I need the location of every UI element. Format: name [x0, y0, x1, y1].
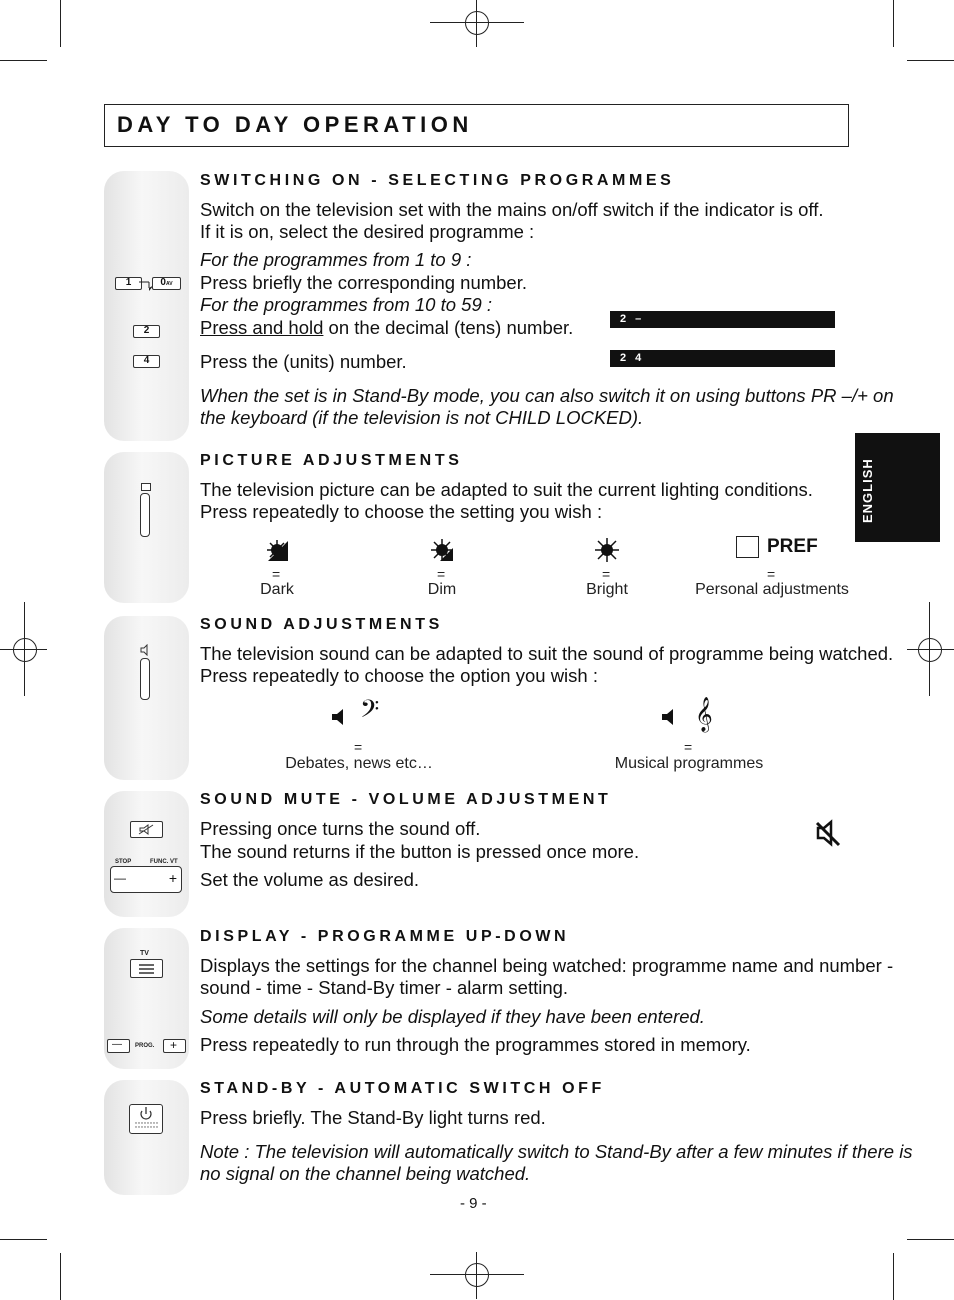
prog-minus-button: [107, 1039, 130, 1053]
speaker-icon: [331, 708, 349, 726]
option-label: Dark: [260, 581, 294, 598]
registration-line: [430, 1274, 524, 1275]
prog-plus-button: [163, 1039, 186, 1053]
sound-button: [140, 658, 150, 700]
stop-label: STOP: [115, 859, 132, 865]
volume-minus: —: [114, 871, 126, 885]
func-vt-label: FUNC. VT: [150, 859, 178, 865]
sound-icon: [139, 644, 149, 656]
text-line: The television sound can be adapted to suit the sound of programme being watched.: [200, 643, 894, 664]
option-label: Debates, news etc…: [285, 755, 433, 772]
registration-mark: [465, 1263, 489, 1287]
key-2: 2: [133, 325, 160, 338]
registration-mark: [13, 638, 37, 662]
registration-line: [476, 1252, 477, 1299]
prog-label: PROG.: [135, 1043, 155, 1049]
pref-label: PREF: [767, 536, 818, 557]
section-title: SWITCHING ON - SELECTING PROGRAMMES: [200, 172, 675, 189]
page-title: DAY TO DAY OPERATION: [117, 112, 473, 137]
bright-icon: [593, 536, 621, 564]
prog-plus-label: +: [170, 1038, 178, 1052]
remote-illustration: [104, 171, 189, 441]
registration-mark: [918, 638, 942, 662]
text-line: For the programmes from 10 to 59 :: [200, 294, 493, 315]
press-and-hold-text: Press and hold: [200, 317, 324, 338]
mute-key-icon: [131, 822, 162, 837]
section-title: PICTURE ADJUSTMENTS: [200, 452, 463, 469]
equals-sign: =: [684, 739, 693, 755]
key-av-label: AV: [165, 281, 173, 287]
crop-mark: [907, 60, 954, 61]
text-line: Displays the settings for the channel being watched: programme name and number -: [200, 955, 894, 976]
mute-icon: [815, 819, 841, 847]
registration-line: [929, 602, 930, 696]
text-line: Set the volume as desired.: [200, 869, 420, 890]
text-line: If it is on, select the desired programme :: [200, 221, 535, 242]
text-line: [200, 317, 573, 339]
section-title: SOUND MUTE - VOLUME ADJUSTMENT: [200, 791, 612, 808]
display-button: [130, 959, 163, 978]
dim-icon: [428, 536, 456, 564]
prog-minus-label: —: [112, 1039, 122, 1050]
equals-sign: =: [272, 566, 281, 582]
text-line: Press briefly the corresponding number.: [200, 272, 528, 293]
tv-label: TV: [140, 950, 149, 957]
option-label: Bright: [586, 581, 628, 598]
volume-plus: +: [168, 870, 177, 886]
text-line: The television picture can be adapted to suit the current lighting conditions.: [200, 479, 813, 500]
crop-mark: [60, 1253, 61, 1300]
bass-clef-icon: 𝄢: [360, 695, 380, 730]
crop-mark: [0, 60, 47, 61]
text-line: Press repeatedly to choose the option you wish :: [200, 665, 598, 686]
option-label: Musical programmes: [614, 755, 764, 772]
text-line: Press repeatedly to choose the setting you wish :: [200, 501, 603, 522]
text-line: Note : The television will automatically switch to Stand-By after a few minutes if there is: [200, 1141, 913, 1162]
text-line: sound - time - Stand-By timer - alarm setting.: [200, 977, 569, 998]
text-line: Press briefly. The Stand-By light turns red.: [200, 1107, 546, 1128]
treble-clef-icon: 𝄞: [695, 697, 713, 732]
crop-mark: [907, 1239, 954, 1240]
equals-sign: =: [354, 739, 363, 755]
standby-button: [129, 1104, 163, 1134]
remote-illustration: [104, 791, 189, 917]
text-line: Some details will only be displayed if they have been entered.: [200, 1006, 705, 1027]
pref-box-icon: [736, 536, 759, 558]
crop-mark: [893, 0, 894, 47]
menu-icon: [131, 960, 162, 977]
key-0-av: [152, 277, 181, 290]
osd-display-units: 2 4: [610, 350, 835, 367]
crop-mark: [0, 1239, 47, 1240]
option-label: Dim: [427, 581, 457, 598]
text-line: Press the (units) number.: [200, 351, 407, 372]
osd-display-tens: 2 –: [610, 311, 835, 328]
language-tab: [855, 433, 940, 542]
crop-mark: [893, 1253, 894, 1300]
page-title-box: [104, 104, 849, 147]
crop-mark: [60, 0, 61, 47]
mute-button: [130, 821, 163, 838]
page-number: - 9 -: [460, 1195, 487, 1212]
equals-sign: =: [767, 566, 776, 582]
key-4: 4: [133, 355, 160, 368]
section-title: DISPLAY - PROGRAMME UP-DOWN: [200, 928, 570, 945]
text-line: The sound returns if the button is pressed once more.: [200, 841, 640, 862]
speaker-icon: [661, 708, 679, 726]
registration-line: [24, 602, 25, 696]
text-line: the keyboard (if the television is not CHILD LOCKED).: [200, 407, 644, 428]
picture-button: [140, 493, 150, 537]
picture-button-indicator: [141, 483, 151, 491]
key-0-label: 0: [160, 277, 166, 288]
dark-icon: [263, 536, 291, 564]
equals-sign: =: [437, 566, 446, 582]
text-line: no signal on the channel being watched.: [200, 1163, 531, 1184]
option-label: Personal adjustments: [695, 581, 849, 598]
text-line: Pressing once turns the sound off.: [200, 818, 481, 839]
registration-mark: [465, 11, 489, 35]
power-icon: [130, 1105, 162, 1133]
registration-line: [907, 649, 954, 650]
key-1: 1: [115, 277, 142, 290]
volume-rocker: [110, 866, 182, 893]
language-label: ENGLISH: [860, 458, 875, 523]
section-title: STAND-BY - AUTOMATIC SWITCH OFF: [200, 1080, 605, 1097]
remote-illustration: [104, 1080, 189, 1195]
section-title: SOUND ADJUSTMENTS: [200, 616, 443, 633]
text-line: For the programmes from 1 to 9 :: [200, 249, 472, 270]
text-fragment: on the decimal (tens) number.: [323, 317, 574, 338]
registration-line: [430, 22, 524, 23]
text-line: Press repeatedly to run through the programmes stored in memory.: [200, 1034, 751, 1055]
text-line: Switch on the television set with the mains on/off switch if the indicator is off.: [200, 199, 824, 220]
equals-sign: =: [602, 566, 611, 582]
registration-line: [476, 0, 477, 47]
text-line: When the set is in Stand-By mode, you can also switch it on using buttons PR –/+ on: [200, 385, 894, 406]
